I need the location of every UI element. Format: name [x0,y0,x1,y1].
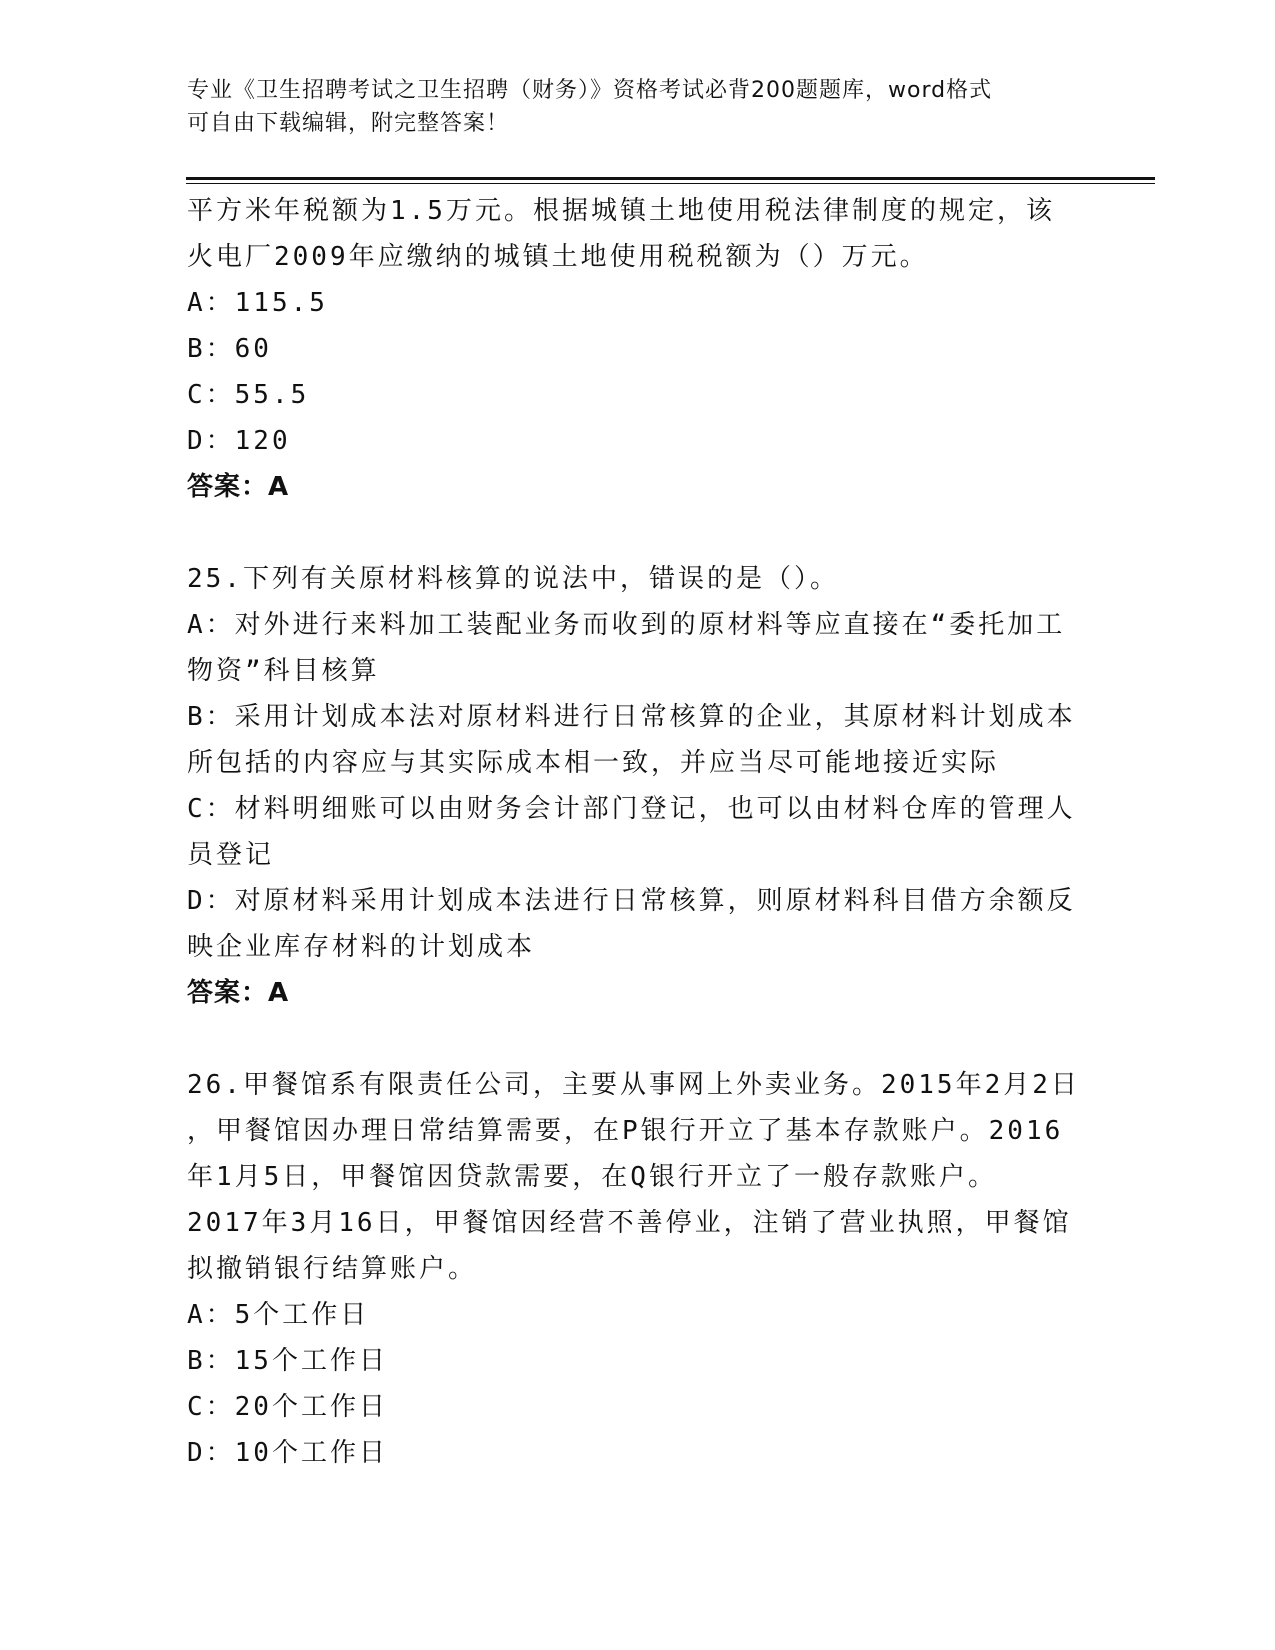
option-c-line: 员登记 [187,840,275,870]
answer: 答案：A [187,472,290,502]
option-d-line: D：对原材料采用计划成本法进行日常核算，则原材料科目借方余额反 [187,886,1076,916]
option-c: C：55.5 [187,380,310,410]
question-stem-line: 拟撤销银行结算账户。 [187,1254,478,1284]
option-a: A：115.5 [187,288,328,318]
document-header [187,74,1087,140]
question-stem-line: 平方米年税额为1.5万元。根据城镇土地使用税法律制度的规定，该 [187,196,1055,226]
option-b: B：15个工作日 [187,1346,388,1376]
option-a-line: A：对外进行来料加工装配业务而收到的原材料等应直接在“委托加工 [187,610,1066,640]
option-c: C：20个工作日 [187,1392,388,1422]
header-divider-thin [186,183,1155,184]
option-d: D：120 [187,426,291,456]
header-line-2: 可自由下载编辑，附完整答案！ [187,111,510,136]
question-24 [187,188,1087,510]
option-b: B：60 [187,334,272,364]
option-b-line: B：采用计划成本法对原材料进行日常核算的企业，其原材料计划成本 [187,702,1076,732]
question-stem-line: 2017年3月16日，甲餐馆因经营不善停业，注销了营业执照，甲餐馆 [187,1208,1072,1238]
question-26 [187,1062,1087,1476]
option-b-line: 所包括的内容应与其实际成本相一致，并应当尽可能地接近实际 [187,748,1000,778]
question-stem-line: 年1月5日，甲餐馆因贷款需要，在Q银行开立了一般存款账户。 [187,1162,997,1192]
question-stem-line: ，甲餐馆因办理日常结算需要，在P银行开立了基本存款账户。2016 [187,1116,1064,1146]
question-stem-line: 25.下列有关原材料核算的说法中，错误的是（）。 [187,564,839,594]
option-d-line: 映企业库存材料的计划成本 [187,932,536,962]
option-a-line: 物资”科目核算 [187,656,380,686]
header-divider-thick [186,177,1155,180]
spacer [187,1016,1087,1062]
answer: 答案：A [187,978,290,1008]
header-line-1: 专业《卫生招聘考试之卫生招聘（财务）》资格考试必背200题题库，word格式 [187,78,993,103]
spacer [187,510,1087,556]
option-a: A：5个工作日 [187,1300,370,1330]
question-25 [187,556,1087,1016]
document-body [187,188,1087,1476]
option-c-line: C：材料明细账可以由财务会计部门登记，也可以由材料仓库的管理人 [187,794,1076,824]
question-stem-line: 26.甲餐馆系有限责任公司，主要从事网上外卖业务。2015年2月2日 [187,1070,1080,1100]
option-d: D：10个工作日 [187,1438,388,1468]
question-stem-line: 火电厂2009年应缴纳的城镇土地使用税税额为（）万元。 [187,242,929,272]
